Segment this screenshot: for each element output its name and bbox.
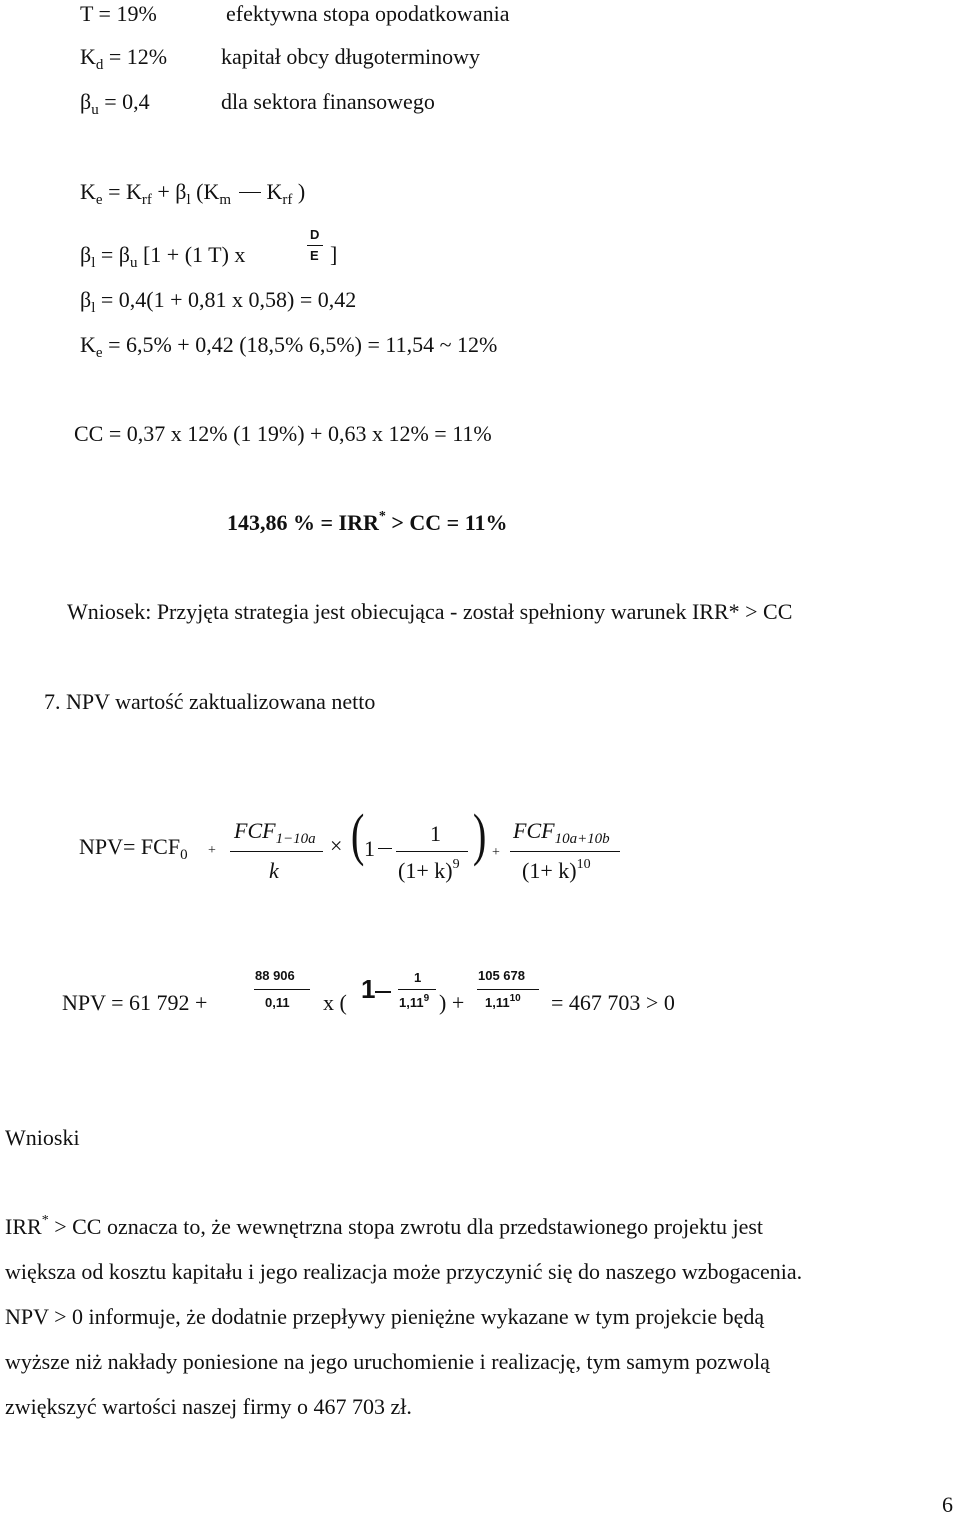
conclusion-strategy: Wniosek: Przyjęta strategia jest obiecująca - został spełniony warunek IRR* > CC [67,599,793,624]
npv-calc-minus [375,991,391,993]
npv-frac1-num: $FCF_{1-10a}$ [234,818,316,847]
npv-one: 1 [364,836,375,861]
npv-times: × [330,833,343,858]
wnioski-heading: Wnioski [5,1125,80,1150]
npv-minus [378,848,392,849]
wnioski-line-5: zwiększyć wartości naszej firmy o 467 703 zł. [5,1394,412,1419]
de-frac-num: D [310,227,320,242]
npv-calc-frac1-line [254,989,310,990]
npv-frac3-num: $FCF_{10a+10b}$ [513,818,610,847]
npv-frac2-line [396,851,468,852]
def-kd: $K_d = 12\%$ [80,44,168,73]
npv-frac2-den: $(1+ k)^9$ [398,857,460,883]
npv-formula-lhs: $NPV= FCF_0$ [79,834,188,863]
ke-calc: $K_e = 6,5\% + 0,42$ (18,5% 6,5%) = 11,54 ~ 12% [80,332,498,361]
wnioski-line-2: większa od kosztu kapitału i jego realizacja może przyczynić się do naszego wzbogacenia. [5,1259,803,1284]
npv-calc-frac2-line [398,989,436,990]
def-beta-u-desc: dla sektora finansowego [221,89,435,114]
npv-calc-close: ) + [439,990,465,1015]
npv-open-paren: ( [350,802,365,867]
ke-formula: $K_e = K_{rf} + \beta_l$ ($K_m$ $K_{rf}$ ) [80,179,306,208]
npv-plus-2: + [492,845,500,860]
npv-calc-frac3-line [477,989,539,990]
page-number: 6 [942,1492,953,1517]
def-tax-rate-desc: efektywna stopa opodatkowania [226,1,510,26]
npv-calc-frac3-num: 105 678 [478,968,525,983]
def-kd-desc: kapitał obcy długoterminowy [221,44,481,69]
wnioski-line-1: IRR* > CC oznacza to, że wewnętrzna stopa zwrotu dla przedstawionego projektu jest [5,1213,764,1239]
de-frac-den: E [310,248,319,263]
npv-calc-frac1-den: 0,11 [265,995,290,1010]
beta-formula: $\beta_l = \beta_u$ [1 + (1 T) x [80,242,246,271]
npv-calc-lhs: NPV = 61 792 + [62,990,208,1015]
npv-calc-frac2-den: 1,11$^9$ [399,993,430,1010]
de-frac-line [307,245,323,246]
def-tax-rate: T = 19% [80,1,157,26]
irr-line: 143,86 % = IRR* > CC = 11% [227,509,508,535]
npv-plus-1: + [208,843,216,858]
npv-calc-frac3-den: 1,11$^{10}$ [485,993,521,1010]
npv-calc-one: 1 [361,974,376,1004]
npv-frac3-den: $(1+ k)^{10}$ [522,857,591,883]
npv-calc-x: x ( [323,990,347,1015]
npv-frac3-line [510,851,620,852]
wnioski-line-3: NPV > 0 informuje, że dodatnie przepływy pieniężne wykazane w tym projekcie będą [5,1304,765,1329]
npv-calc-frac2-num: 1 [414,970,422,985]
npv-calc-frac1-num: 88 906 [255,968,295,983]
npv-frac2-num: 1 [430,821,441,846]
npv-calc-result: = 467 703 > 0 [551,990,675,1015]
npv-frac1-den: k [269,858,279,883]
beta-calc: $\beta_l = 0,4(1 + 0,81$ x 0,58) = 0,42 [80,287,357,316]
wnioski-line-4: wyższe niż nakłady poniesione na jego uruchomienie i realizację, tym samym pozwolą [5,1349,770,1374]
section-heading-npv: 7. NPV wartość zaktualizowana netto [44,689,376,714]
cc-calc: CC = 0,37 x 12% (1 19%) + 0,63 x 12% = 11% [74,421,492,446]
def-beta-u: $\beta_u = 0,4$ [80,89,150,118]
npv-close-paren: ) [472,802,487,867]
npv-frac1-line [230,851,323,852]
beta-formula-close: ] [330,242,338,267]
